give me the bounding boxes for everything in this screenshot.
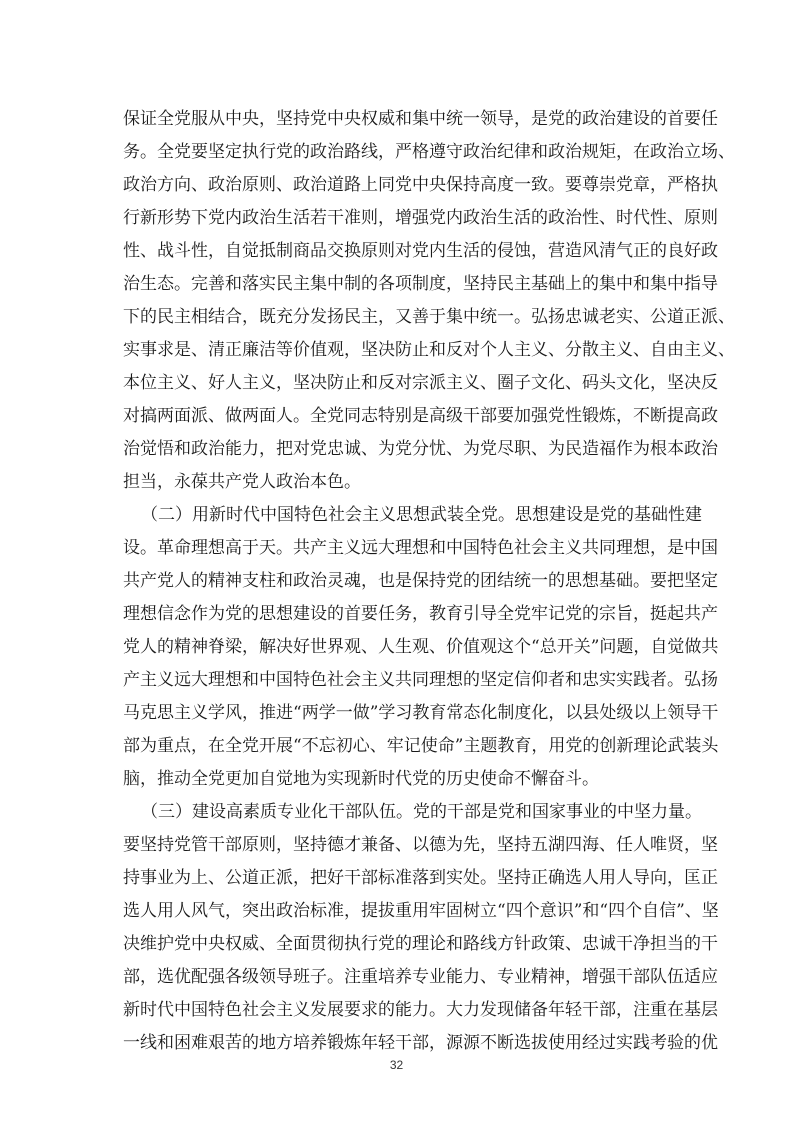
text-line: 部，选优配强各级领导班子。注重培养专业能力、专业精神，增强干部队伍适应 (123, 967, 718, 987)
text-line: 下的民主相结合，既充分发扬民主，又善于集中统一。弘扬忠诚老实、公道正派、 (123, 307, 735, 327)
text-line: 要坚持党管干部原则，坚持德才兼备、以德为先，坚持五湖四海、任人唯贤，坚 (123, 835, 718, 855)
text-line: 一线和困难艰苦的地方培养锻炼年轻干部，源源不断选拔使用经过实践考验的优 (123, 1033, 718, 1053)
text-line: 治生态。完善和落实民主集中制的各项制度，坚持民主基础上的集中和集中指导 (123, 274, 718, 294)
paragraph-heading-line: （二）用新时代中国特色社会主义思想武装全党。思想建设是党的基础性建 (141, 505, 702, 525)
text-line: 马克思主义学风，推进“两学一做”学习教育常态化制度化，以县处级以上领导干 (123, 703, 719, 723)
text-line: 共产党人的精神支柱和政治灵魂，也是保持党的团结统一的思想基础。要把坚定 (123, 571, 718, 591)
page-number: 32 (389, 1058, 404, 1072)
text-line: 担当，永葆共产党人政治本色。 (123, 472, 361, 492)
paragraph-heading-line: （三）建设高素质专业化干部队伍。党的干部是党和国家事业的中坚力量。 (141, 802, 702, 822)
text-line: 决维护党中央权威、全面贯彻执行党的理论和路线方针政策、忠诚干净担当的干 (123, 934, 718, 954)
text-line: 脑，推动全党更加自觉地为实现新时代党的历史使命不懈奋斗。 (123, 769, 599, 789)
text-line: 务。全党要坚定执行党的政治路线，严格遵守政治纪律和政治规矩，在政治立场、 (123, 142, 735, 162)
text-line: 党人的精神脊梁，解决好世界观、人生观、价值观这个“总开关”问题，自觉做共 (123, 637, 719, 657)
text-line: 对搞两面派、做两面人。全党同志特别是高级干部要加强党性锻炼，不断提高政 (123, 406, 718, 426)
text-line: 设。革命理想高于天。共产主义远大理想和中国特色社会主义共同理想，是中国 (123, 538, 718, 558)
text-line: 性、战斗性，自觉抵制商品交换原则对党内生活的侵蚀，营造风清气正的良好政 (123, 241, 718, 261)
text-line: 部为重点，在全党开展“不忘初心、牢记使命”主题教育，用党的创新理论武装头 (123, 736, 719, 756)
text-line: 治觉悟和政治能力，把对党忠诚、为党分忧、为党尽职、为民造福作为根本政治 (123, 439, 718, 459)
text-line: 实事求是、清正廉洁等价值观，坚决防止和反对个人主义、分散主义、自由主义、 (123, 340, 735, 360)
text-line: 行新形势下党内政治生活若干准则，增强党内政治生活的政治性、时代性、原则 (123, 208, 718, 228)
text-line: 理想信念作为党的思想建设的首要任务，教育引导全党牢记党的宗旨，挺起共产 (123, 604, 718, 624)
text-line: 保证全党服从中央，坚持党中央权威和集中统一领导，是党的政治建设的首要任 (123, 109, 718, 129)
text-line: 本位主义、好人主义，坚决防止和反对宗派主义、圈子文化、码头文化，坚决反 (123, 373, 718, 393)
text-line: 政治方向、政治原则、政治道路上同党中央保持高度一致。要尊崇党章，严格执 (123, 175, 718, 195)
text-line: 选人用人风气，突出政治标准，提拔重用牢固树立“四个意识”和“四个自信”、坚 (123, 901, 719, 921)
text-line: 新时代中国特色社会主义发展要求的能力。大力发现储备年轻干部，注重在基层 (123, 1000, 718, 1020)
text-line: 产主义远大理想和中国特色社会主义共同理想的坚定信仰者和忠实实践者。弘扬 (123, 670, 718, 690)
text-line: 持事业为上、公道正派，把好干部标准落到实处。坚持正确选人用人导向，匡正 (123, 868, 718, 888)
